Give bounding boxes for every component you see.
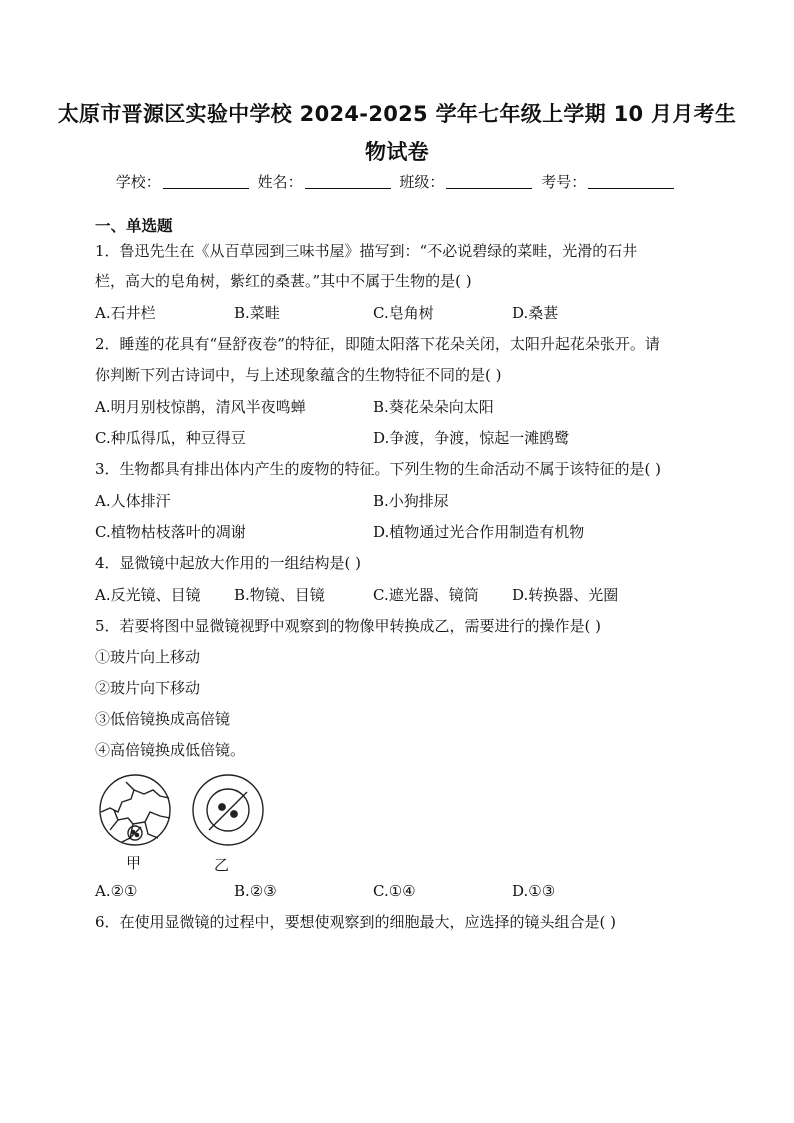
q5-stem: 5．若要将图中显微镜视野中观察到的物像甲转换成乙，需要进行的操作是( ): [95, 617, 602, 635]
student-info-row: [0, 171, 794, 192]
exam-number-blank[interactable]: [588, 174, 674, 189]
q2-stem-line2: 你判断下列古诗词中，与上述现象蕴含的生物特征不同的是( ): [95, 366, 502, 384]
q3-option-b: B.小狗排尿: [373, 492, 449, 510]
name-label: 姓名：: [257, 173, 303, 191]
q2-option-b: B.葵花朵朵向太阳: [373, 398, 494, 416]
q2-option-c: C.种瓜得瓜，种豆得豆: [95, 429, 246, 447]
q6-stem: 6．在使用显微镜的过程中，要想使观察到的细胞最大，应选择的镜头组合是( ): [95, 913, 617, 931]
q2-stem-line1: 2．睡莲的花具有“昼舒夜卷”的特征，即随太阳落下花朵关闭，太阳升起花朵张开。请: [95, 335, 660, 353]
q4-option-a: A.反光镜、目镜: [95, 586, 201, 604]
q2-option-d: D.争渡，争渡，惊起一滩鸥鹭: [373, 429, 570, 447]
exam-number-label: 考号：: [541, 173, 587, 191]
q4-option-c: C.遮光器、镜筒: [373, 586, 479, 604]
school-label: 学校：: [115, 173, 161, 191]
q4-stem: 4．显微镜中起放大作用的一组结构是( ): [95, 554, 362, 572]
name-blank[interactable]: [305, 174, 391, 189]
q4-option-b: B.物镜、目镜: [234, 586, 325, 604]
exam-title-line1: 太原市晋源区实验中学校 2024-2025 学年七年级上学期 10 月月考生: [57, 102, 737, 126]
q1-option-a: A.石井栏: [95, 304, 156, 322]
q3-option-a: A.人体排汗: [95, 492, 171, 510]
q3-stem: 3．生物都具有排出体内产生的废物的特征。下列生物的生命活动不属于该特征的是( ): [95, 460, 662, 478]
q5-option-b: B.②③: [234, 882, 277, 900]
q5-step-4: ④高倍镜换成低倍镜。: [95, 741, 246, 759]
q3-option-d: D.植物通过光合作用制造有机物: [373, 523, 585, 541]
q1-stem-line2: 栏，高大的皂角树，紫红的桑葚。”其中不属于生物的是( ): [95, 272, 472, 290]
q1-option-b: B.菜畦: [234, 304, 280, 322]
view-yi: [193, 775, 263, 845]
class-label: 班级：: [399, 173, 445, 191]
q5-option-a: A.②①: [95, 882, 138, 900]
microscope-view-figure: [98, 772, 278, 852]
class-blank[interactable]: [446, 174, 532, 189]
figure-label-yi: 乙: [214, 856, 230, 874]
q5-step-2: ②玻片向下移动: [95, 679, 201, 697]
section-title: 一、单选题: [95, 217, 173, 235]
q2-option-a: A.明月别枝惊鹊，清风半夜鸣蝉: [95, 398, 306, 416]
q1-stem-line1: 1．鲁迅先生在《从百草园到三味书屋》描写到：“不必说碧绿的菜畦，光滑的石井: [95, 242, 638, 260]
q5-option-d: D.①③: [512, 882, 556, 900]
view-jia: [100, 775, 170, 845]
figure-label-jia: 甲: [126, 854, 142, 872]
school-blank[interactable]: [163, 174, 249, 189]
q5-step-3: ③低倍镜换成高倍镜: [95, 710, 231, 728]
q5-step-1: ①玻片向上移动: [95, 648, 201, 666]
q1-option-d: D.桑葚: [512, 304, 559, 322]
q4-option-d: D.转换器、光圈: [512, 586, 619, 604]
exam-title-line2: 物试卷: [365, 140, 429, 164]
q3-option-c: C.植物枯枝落叶的凋谢: [95, 523, 246, 541]
q1-option-c: C.皂角树: [373, 304, 434, 322]
q5-option-c: C.①④: [373, 882, 416, 900]
